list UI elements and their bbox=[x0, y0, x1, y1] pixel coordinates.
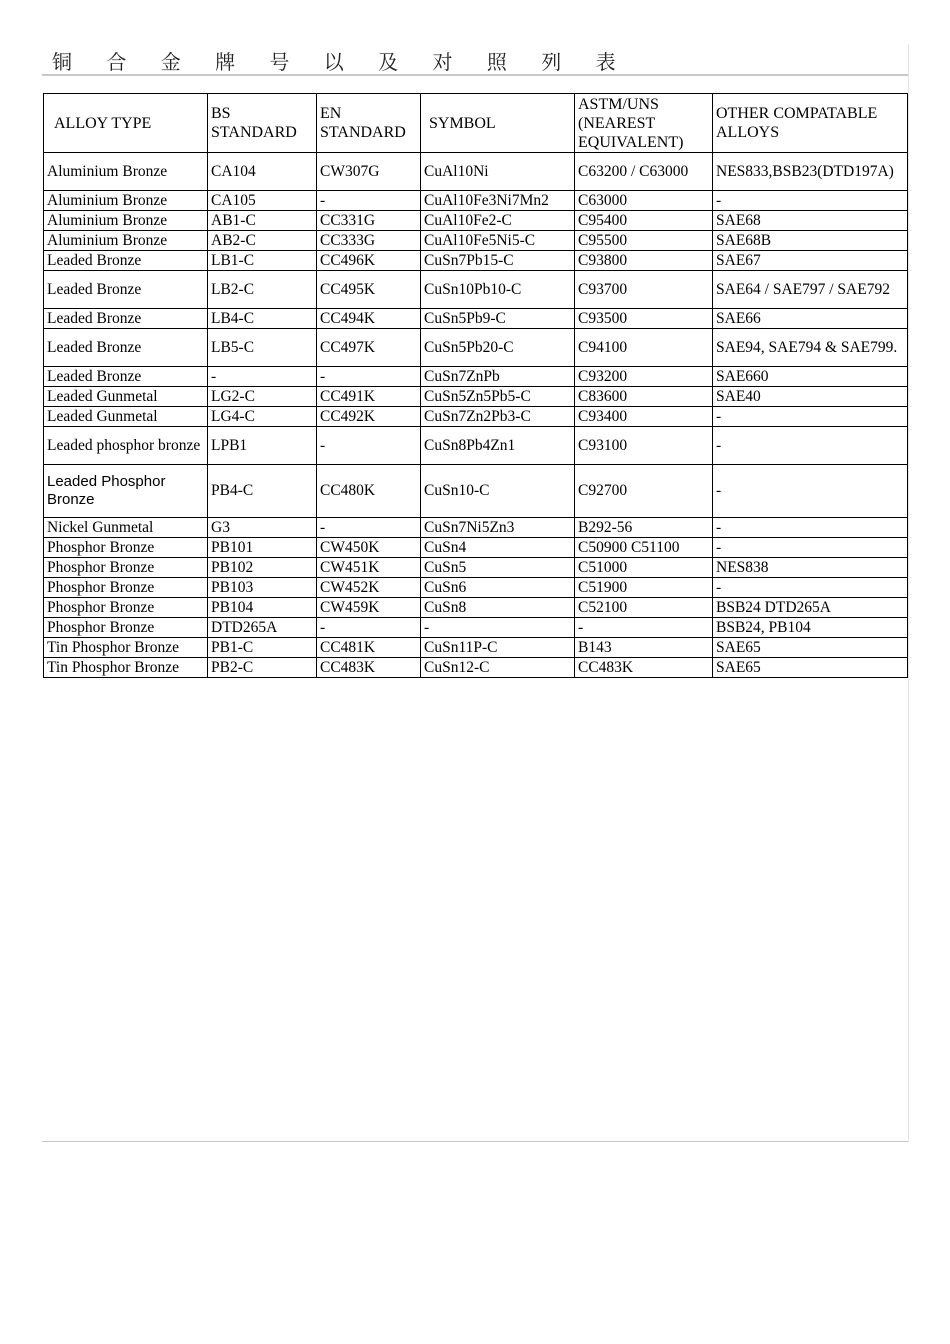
cell-alloy-type: Leaded Bronze bbox=[44, 251, 208, 271]
table-header-row bbox=[44, 94, 908, 153]
cell-alloy-type: Phosphor Bronze bbox=[44, 538, 208, 558]
cell-other-alloys: SAE66 bbox=[713, 309, 908, 329]
cell-en-standard: CC483K bbox=[317, 658, 421, 678]
cell-en-standard: - bbox=[317, 367, 421, 387]
cell-other-alloys: SAE94, SAE794 & SAE799. bbox=[713, 329, 908, 367]
cell-en-standard: CC492K bbox=[317, 407, 421, 427]
cell-astm-uns: C63000 bbox=[575, 191, 713, 211]
cell-other-alloys: SAE65 bbox=[713, 638, 908, 658]
cell-alloy-type: Leaded Bronze bbox=[44, 271, 208, 309]
cell-bs-standard: PB103 bbox=[208, 578, 317, 598]
cell-astm-uns: C93700 bbox=[575, 271, 713, 309]
cell-alloy-type: Aluminium Bronze bbox=[44, 231, 208, 251]
cell-other-alloys: BSB24, PB104 bbox=[713, 618, 908, 638]
cell-other-alloys: BSB24 DTD265A bbox=[713, 598, 908, 618]
table-row bbox=[44, 251, 908, 271]
cell-bs-standard: LG4-C bbox=[208, 407, 317, 427]
cell-astm-uns: C95400 bbox=[575, 211, 713, 231]
cell-alloy-type: Aluminium Bronze bbox=[44, 211, 208, 231]
cell-alloy-type: Phosphor Bronze bbox=[44, 578, 208, 598]
cell-other-alloys: SAE68B bbox=[713, 231, 908, 251]
cell-astm-uns: C83600 bbox=[575, 387, 713, 407]
cell-en-standard: CW459K bbox=[317, 598, 421, 618]
cell-alloy-type: Tin Phosphor Bronze bbox=[44, 658, 208, 678]
cell-other-alloys: - bbox=[713, 538, 908, 558]
cell-en-standard: CC481K bbox=[317, 638, 421, 658]
cell-astm-uns: C51000 bbox=[575, 558, 713, 578]
table-row bbox=[44, 367, 908, 387]
table-row bbox=[44, 387, 908, 407]
cell-bs-standard: AB1-C bbox=[208, 211, 317, 231]
cell-other-alloys: - bbox=[713, 407, 908, 427]
cell-en-standard: - bbox=[317, 518, 421, 538]
cell-en-standard: CC331G bbox=[317, 211, 421, 231]
cell-bs-standard: PB1-C bbox=[208, 638, 317, 658]
alloy-comparison-table bbox=[43, 93, 908, 678]
table-row bbox=[44, 658, 908, 678]
table-row bbox=[44, 638, 908, 658]
cell-en-standard: CC494K bbox=[317, 309, 421, 329]
cell-bs-standard: PB102 bbox=[208, 558, 317, 578]
table-row bbox=[44, 618, 908, 638]
cell-astm-uns: - bbox=[575, 618, 713, 638]
cell-other-alloys: SAE67 bbox=[713, 251, 908, 271]
cell-other-alloys: - bbox=[713, 427, 908, 465]
cell-symbol: CuAl10Fe3Ni7Mn2 bbox=[421, 191, 575, 211]
cell-astm-uns: C92700 bbox=[575, 465, 713, 518]
cell-en-standard: CW450K bbox=[317, 538, 421, 558]
cell-en-standard: - bbox=[317, 427, 421, 465]
cell-bs-standard: CA105 bbox=[208, 191, 317, 211]
cell-symbol: CuSn8 bbox=[421, 598, 575, 618]
table-row bbox=[44, 578, 908, 598]
table-row bbox=[44, 153, 908, 191]
cell-other-alloys: NES833,BSB23(DTD197A) bbox=[713, 153, 908, 191]
header-astm-uns: ASTM/UNS (NEAREST EQUIVALENT) bbox=[575, 94, 713, 153]
cell-alloy-type: Leaded Bronze bbox=[44, 367, 208, 387]
cell-other-alloys: NES838 bbox=[713, 558, 908, 578]
cell-alloy-type: Leaded Bronze bbox=[44, 329, 208, 367]
cell-other-alloys: SAE40 bbox=[713, 387, 908, 407]
cell-astm-uns: C93200 bbox=[575, 367, 713, 387]
cell-alloy-type: Phosphor Bronze bbox=[44, 558, 208, 578]
cell-en-standard: - bbox=[317, 191, 421, 211]
table-row bbox=[44, 518, 908, 538]
cell-en-standard: CW451K bbox=[317, 558, 421, 578]
cell-alloy-type: Leaded phosphor bronze bbox=[44, 427, 208, 465]
table-row bbox=[44, 309, 908, 329]
cell-symbol: CuSn12-C bbox=[421, 658, 575, 678]
cell-alloy-type: Leaded Bronze bbox=[44, 309, 208, 329]
cell-astm-uns: C63200 / C63000 bbox=[575, 153, 713, 191]
cell-alloy-type: Nickel Gunmetal bbox=[44, 518, 208, 538]
cell-astm-uns: C50900 C51100 bbox=[575, 538, 713, 558]
cell-astm-uns: CC483K bbox=[575, 658, 713, 678]
cell-other-alloys: SAE64 / SAE797 / SAE792 bbox=[713, 271, 908, 309]
cell-other-alloys: SAE68 bbox=[713, 211, 908, 231]
cell-symbol: CuSn7Zn2Pb3-C bbox=[421, 407, 575, 427]
cell-alloy-type: Phosphor Bronze bbox=[44, 598, 208, 618]
cell-symbol: CuSn6 bbox=[421, 578, 575, 598]
cell-astm-uns: C95500 bbox=[575, 231, 713, 251]
cell-symbol: CuAl10Ni bbox=[421, 153, 575, 191]
cell-bs-standard: LG2-C bbox=[208, 387, 317, 407]
cell-astm-uns: B292-56 bbox=[575, 518, 713, 538]
table-row bbox=[44, 427, 908, 465]
cell-astm-uns: C93100 bbox=[575, 427, 713, 465]
cell-symbol: CuSn5Pb9-C bbox=[421, 309, 575, 329]
cell-symbol: CuSn5Pb20-C bbox=[421, 329, 575, 367]
table-row bbox=[44, 231, 908, 251]
header-other-alloys: OTHER COMPATABLE ALLOYS bbox=[713, 94, 908, 153]
table-row bbox=[44, 598, 908, 618]
header-en-standard: EN STANDARD bbox=[317, 94, 421, 153]
title-band bbox=[42, 44, 909, 76]
cell-other-alloys: - bbox=[713, 191, 908, 211]
cell-symbol: CuSn7ZnPb bbox=[421, 367, 575, 387]
cell-alloy-type: Leaded Gunmetal bbox=[44, 407, 208, 427]
table-row bbox=[44, 465, 908, 518]
cell-symbol: CuSn7Pb15-C bbox=[421, 251, 575, 271]
cell-alloy-type: Phosphor Bronze bbox=[44, 618, 208, 638]
cell-symbol: CuSn4 bbox=[421, 538, 575, 558]
table-row bbox=[44, 191, 908, 211]
cell-bs-standard: DTD265A bbox=[208, 618, 317, 638]
cell-bs-standard: AB2-C bbox=[208, 231, 317, 251]
cell-en-standard: CW452K bbox=[317, 578, 421, 598]
cell-astm-uns: C93400 bbox=[575, 407, 713, 427]
page-title: 铜 合 金 牌 号 以 及 对 照 列 表 bbox=[52, 50, 630, 74]
cell-alloy-type: Aluminium Bronze bbox=[44, 153, 208, 191]
header-bs-standard: BS STANDARD bbox=[208, 94, 317, 153]
cell-symbol: CuSn5 bbox=[421, 558, 575, 578]
cell-en-standard: CC480K bbox=[317, 465, 421, 518]
cell-alloy-type: Aluminium Bronze bbox=[44, 191, 208, 211]
cell-alloy-type: Leaded Gunmetal bbox=[44, 387, 208, 407]
cell-alloy-type: Leaded Phosphor Bronze bbox=[44, 465, 208, 518]
cell-bs-standard: LB2-C bbox=[208, 271, 317, 309]
cell-en-standard: CC496K bbox=[317, 251, 421, 271]
cell-bs-standard: PB2-C bbox=[208, 658, 317, 678]
table-row bbox=[44, 271, 908, 309]
cell-symbol: CuAl10Fe5Ni5-C bbox=[421, 231, 575, 251]
cell-other-alloys: - bbox=[713, 465, 908, 518]
cell-other-alloys: - bbox=[713, 518, 908, 538]
table-row bbox=[44, 538, 908, 558]
cell-alloy-type: Tin Phosphor Bronze bbox=[44, 638, 208, 658]
cell-bs-standard: LB5-C bbox=[208, 329, 317, 367]
cell-symbol: CuAl10Fe2-C bbox=[421, 211, 575, 231]
cell-symbol: CuSn11P-C bbox=[421, 638, 575, 658]
cell-en-standard: - bbox=[317, 618, 421, 638]
cell-en-standard: CC491K bbox=[317, 387, 421, 407]
cell-bs-standard: - bbox=[208, 367, 317, 387]
cell-bs-standard: PB4-C bbox=[208, 465, 317, 518]
cell-other-alloys: SAE660 bbox=[713, 367, 908, 387]
cell-symbol: CuSn10Pb10-C bbox=[421, 271, 575, 309]
cell-other-alloys: - bbox=[713, 578, 908, 598]
cell-bs-standard: PB101 bbox=[208, 538, 317, 558]
table-row bbox=[44, 211, 908, 231]
cell-bs-standard: LPB1 bbox=[208, 427, 317, 465]
cell-bs-standard: LB4-C bbox=[208, 309, 317, 329]
cell-bs-standard: G3 bbox=[208, 518, 317, 538]
table-body bbox=[44, 153, 908, 678]
cell-astm-uns: C52100 bbox=[575, 598, 713, 618]
cell-bs-standard: CA104 bbox=[208, 153, 317, 191]
cell-symbol: - bbox=[421, 618, 575, 638]
cell-other-alloys: SAE65 bbox=[713, 658, 908, 678]
cell-symbol: CuSn5Zn5Pb5-C bbox=[421, 387, 575, 407]
table-row bbox=[44, 407, 908, 427]
cell-astm-uns: C51900 bbox=[575, 578, 713, 598]
cell-symbol: CuSn8Pb4Zn1 bbox=[421, 427, 575, 465]
table-row bbox=[44, 329, 908, 367]
cell-symbol: CuSn7Ni5Zn3 bbox=[421, 518, 575, 538]
cell-en-standard: CC333G bbox=[317, 231, 421, 251]
cell-bs-standard: LB1-C bbox=[208, 251, 317, 271]
cell-astm-uns: C93500 bbox=[575, 309, 713, 329]
header-alloy-type: ALLOY TYPE bbox=[44, 94, 208, 153]
cell-astm-uns: B143 bbox=[575, 638, 713, 658]
cell-en-standard: CW307G bbox=[317, 153, 421, 191]
table-row bbox=[44, 558, 908, 578]
cell-astm-uns: C94100 bbox=[575, 329, 713, 367]
cell-en-standard: CC497K bbox=[317, 329, 421, 367]
header-symbol: SYMBOL bbox=[421, 94, 575, 153]
cell-en-standard: CC495K bbox=[317, 271, 421, 309]
cell-symbol: CuSn10-C bbox=[421, 465, 575, 518]
cell-astm-uns: C93800 bbox=[575, 251, 713, 271]
cell-bs-standard: PB104 bbox=[208, 598, 317, 618]
